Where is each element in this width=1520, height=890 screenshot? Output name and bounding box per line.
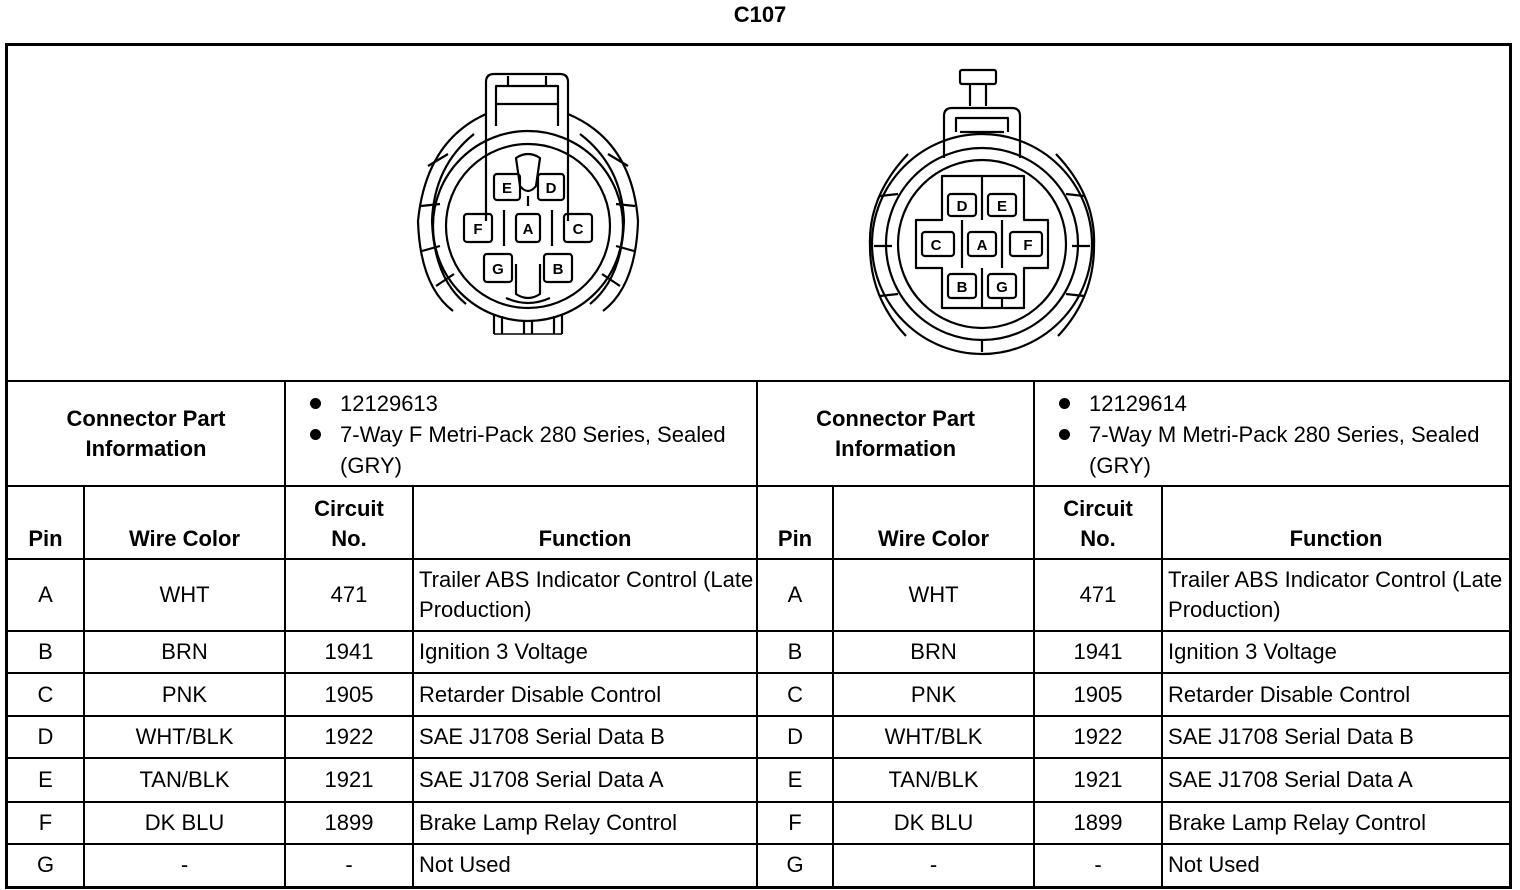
function-cell-right: Not Used	[1162, 844, 1509, 886]
table-row	[8, 631, 1509, 673]
table-row	[8, 844, 1509, 886]
header-circuit-line1-right: Circuit	[1063, 495, 1133, 521]
female-pin-label-e: E	[501, 180, 513, 197]
wire-color-cell-left: TAN/BLK	[84, 758, 285, 801]
wire-color-cell-right: PNK	[833, 673, 1034, 716]
female-pin-label-d: D	[545, 180, 557, 197]
function-cell-right: Trailer ABS Indicator Control (Late Production)	[1162, 559, 1509, 631]
part-description-left: 7-Way F Metri-Pack 280 Series, Sealed (GRY)	[308, 419, 746, 481]
pin-cell-left: G	[8, 844, 84, 886]
table-row	[8, 716, 1509, 758]
circuit-cell-left: -	[285, 844, 413, 886]
header-circuit-line1-left: Circuit	[314, 495, 384, 521]
circuit-cell-left: 1899	[285, 802, 413, 844]
header-circuit-right	[1034, 486, 1162, 558]
header-function-right: Function	[1162, 486, 1509, 558]
pin-cell-left: D	[8, 716, 84, 758]
part-number-left: 12129613	[308, 388, 746, 419]
circuit-cell-left: 1941	[285, 631, 413, 673]
female-pin-label-c: C	[572, 221, 584, 238]
connector-info-row	[8, 382, 1509, 486]
table-row	[8, 802, 1509, 844]
pin-cell-right: A	[757, 559, 833, 631]
pin-cell-right: C	[757, 673, 833, 716]
pin-cell-right: D	[757, 716, 833, 758]
female-connector-face-icon	[418, 74, 638, 334]
pin-cell-right: B	[757, 631, 833, 673]
circuit-cell-left: 1922	[285, 716, 413, 758]
wire-color-cell-left: WHT	[84, 559, 285, 631]
connector-drawing-area	[8, 46, 1509, 382]
function-cell-left: SAE J1708 Serial Data B	[413, 716, 757, 758]
wire-color-cell-left: BRN	[84, 631, 285, 673]
female-pin-label-b: B	[552, 261, 564, 278]
circuit-cell-left: 1905	[285, 673, 413, 716]
circuit-cell-left: 1921	[285, 758, 413, 801]
function-cell-left: Not Used	[413, 844, 757, 886]
wire-color-cell-right: -	[833, 844, 1034, 886]
function-cell-right: SAE J1708 Serial Data B	[1162, 716, 1509, 758]
circuit-cell-right: -	[1034, 844, 1162, 886]
male-connector-face-icon	[870, 70, 1094, 354]
wire-color-cell-right: BRN	[833, 631, 1034, 673]
table-row	[8, 758, 1509, 801]
circuit-cell-right: 1905	[1034, 673, 1162, 716]
male-pin-label-e: E	[996, 198, 1008, 215]
circuit-cell-right: 1922	[1034, 716, 1162, 758]
pin-cell-left: C	[8, 673, 84, 716]
circuit-cell-left: 471	[285, 559, 413, 631]
wire-color-cell-right: WHT	[833, 559, 1034, 631]
connector-part-info-right	[1034, 382, 1509, 486]
wire-color-cell-left: -	[84, 844, 285, 886]
table-row	[8, 673, 1509, 716]
header-circuit-line2-left: No.	[331, 525, 367, 551]
function-cell-left: Trailer ABS Indicator Control (Late Production)	[413, 559, 757, 631]
pin-cell-left: B	[8, 631, 84, 673]
circuit-cell-right: 1921	[1034, 758, 1162, 801]
part-description-right: 7-Way M Metri-Pack 280 Series, Sealed (GRY)	[1057, 419, 1499, 481]
function-cell-right: Ignition 3 Voltage	[1162, 631, 1509, 673]
connector-part-label-right: Connector Part Information	[757, 382, 1034, 486]
header-circuit-left	[285, 486, 413, 558]
connector-part-info-left	[285, 382, 757, 486]
pin-cell-right: F	[757, 802, 833, 844]
female-pin-label-g: G	[492, 261, 504, 278]
pin-cell-left: E	[8, 758, 84, 801]
male-pin-label-a: A	[976, 237, 988, 254]
header-pin-right: Pin	[757, 486, 833, 558]
wire-color-cell-left: DK BLU	[84, 802, 285, 844]
header-wire-color-left: Wire Color	[84, 486, 285, 558]
wire-color-cell-left: PNK	[84, 673, 285, 716]
pin-cell-right: G	[757, 844, 833, 886]
pin-cell-left: A	[8, 559, 84, 631]
header-wire-color-right: Wire Color	[833, 486, 1034, 558]
connector-title: C107	[733, 2, 787, 27]
wire-color-cell-right: TAN/BLK	[833, 758, 1034, 801]
male-pin-label-b: B	[956, 279, 968, 296]
circuit-cell-right: 1899	[1034, 802, 1162, 844]
function-cell-left: Retarder Disable Control	[413, 673, 757, 716]
male-pin-label-c: C	[930, 237, 942, 254]
header-function-left: Function	[413, 486, 757, 558]
circuit-cell-right: 1941	[1034, 631, 1162, 673]
function-cell-left: Ignition 3 Voltage	[413, 631, 757, 673]
function-cell-left: Brake Lamp Relay Control	[413, 802, 757, 844]
connector-part-label-left: Connector Part Information	[8, 382, 285, 486]
table-row	[8, 559, 1509, 631]
wire-color-cell-left: WHT/BLK	[84, 716, 285, 758]
header-circuit-line2-right: No.	[1080, 525, 1116, 551]
header-pin-left: Pin	[8, 486, 84, 558]
circuit-cell-right: 471	[1034, 559, 1162, 631]
connector-pinout-table	[8, 382, 1509, 886]
connector-frame	[5, 43, 1512, 889]
pin-cell-right: E	[757, 758, 833, 801]
male-pin-label-g: G	[996, 279, 1008, 296]
wire-color-cell-right: DK BLU	[833, 802, 1034, 844]
table-header-row	[8, 486, 1509, 558]
wire-color-cell-right: WHT/BLK	[833, 716, 1034, 758]
function-cell-left: SAE J1708 Serial Data A	[413, 758, 757, 801]
female-pin-label-a: A	[522, 221, 534, 238]
function-cell-right: Retarder Disable Control	[1162, 673, 1509, 716]
pin-cell-left: F	[8, 802, 84, 844]
function-cell-right: Brake Lamp Relay Control	[1162, 802, 1509, 844]
function-cell-right: SAE J1708 Serial Data A	[1162, 758, 1509, 801]
male-pin-label-d: D	[956, 198, 968, 215]
male-pin-label-f: F	[1023, 237, 1033, 254]
part-number-right: 12129614	[1057, 388, 1499, 419]
female-pin-label-f: F	[473, 221, 483, 238]
